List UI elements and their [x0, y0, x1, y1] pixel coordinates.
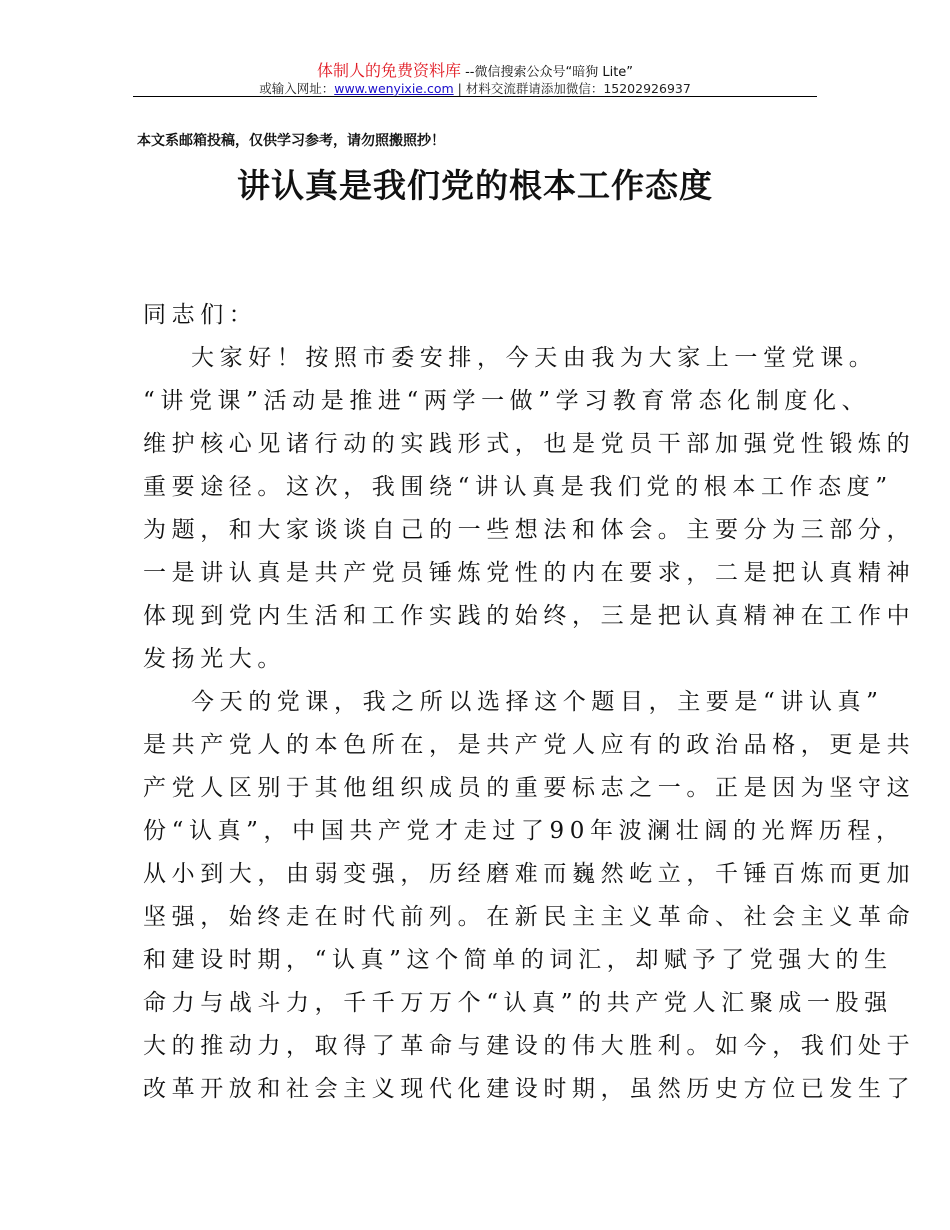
tagline: --微信搜索公众号“暗狗 Lite”	[460, 65, 634, 80]
body-line: “讲党课”活动是推进“两学一做”学习教育常态化制度化、	[143, 388, 871, 414]
header-banner	[0, 58, 950, 81]
body-line: 份“认真”，中国共产党才走过了90年波澜壮阔的光辉历程，	[143, 818, 905, 844]
body-line: 坚强，始终走在时代前列。在新民主主义革命、社会主义革命	[143, 904, 916, 930]
document-body	[143, 294, 916, 1111]
website-link[interactable]: www.wenyixie.com	[334, 81, 454, 96]
body-line: 和建设时期，“认真”这个简单的词汇，却赋予了党强大的生	[143, 947, 893, 973]
body-line: 同志们：	[143, 302, 258, 328]
body-line: 大家好！按照市委安排，今天由我为大家上一堂党课。	[191, 345, 878, 371]
disclaimer-note: 本文系邮箱投稿，仅供学习参考，请勿照搬照抄！	[137, 133, 445, 149]
body-line: 从小到大，由弱变强，历经磨难而巍然屹立，千锤百炼而更加	[143, 861, 916, 887]
body-line: 今天的党课，我之所以选择这个题目，主要是“讲认真”	[191, 689, 884, 715]
body-line: 改革开放和社会主义现代化建设时期，虽然历史方位已发生了	[143, 1076, 916, 1102]
body-line: 发扬光大。	[143, 646, 286, 672]
contact-info: | 材料交流群请添加微信：15202926937	[453, 81, 691, 96]
body-line: 为题，和大家谈谈自己的一些想法和体会。主要分为三部分，	[143, 517, 916, 543]
header-divider	[133, 96, 817, 97]
body-line: 体现到党内生活和工作实践的始终，三是把认真精神在工作中	[143, 603, 916, 629]
body-line: 重要途径。这次，我围绕“讲认真是我们党的根本工作态度”	[143, 474, 893, 500]
header-contact	[0, 79, 950, 97]
body-line: 一是讲认真是共产党员锤炼党性的内在要求，二是把认真精神	[143, 560, 916, 586]
document-title: 讲认真是我们党的根本工作态度	[237, 166, 713, 205]
body-line: 命力与战斗力，千千万万个“认真”的共产党人汇聚成一股强	[143, 990, 893, 1016]
body-line: 大的推动力，取得了革命与建设的伟大胜利。如今，我们处于	[143, 1033, 916, 1059]
brand-name: 体制人的免费资料库	[316, 61, 461, 80]
url-prefix: 或输入网址：	[259, 81, 335, 96]
body-line: 产党人区别于其他组织成员的重要标志之一。正是因为坚守这	[143, 775, 916, 801]
body-line: 是共产党人的本色所在，是共产党人应有的政治品格，更是共	[143, 732, 916, 758]
body-line: 维护核心见诸行动的实践形式，也是党员干部加强党性锻炼的	[143, 431, 916, 457]
